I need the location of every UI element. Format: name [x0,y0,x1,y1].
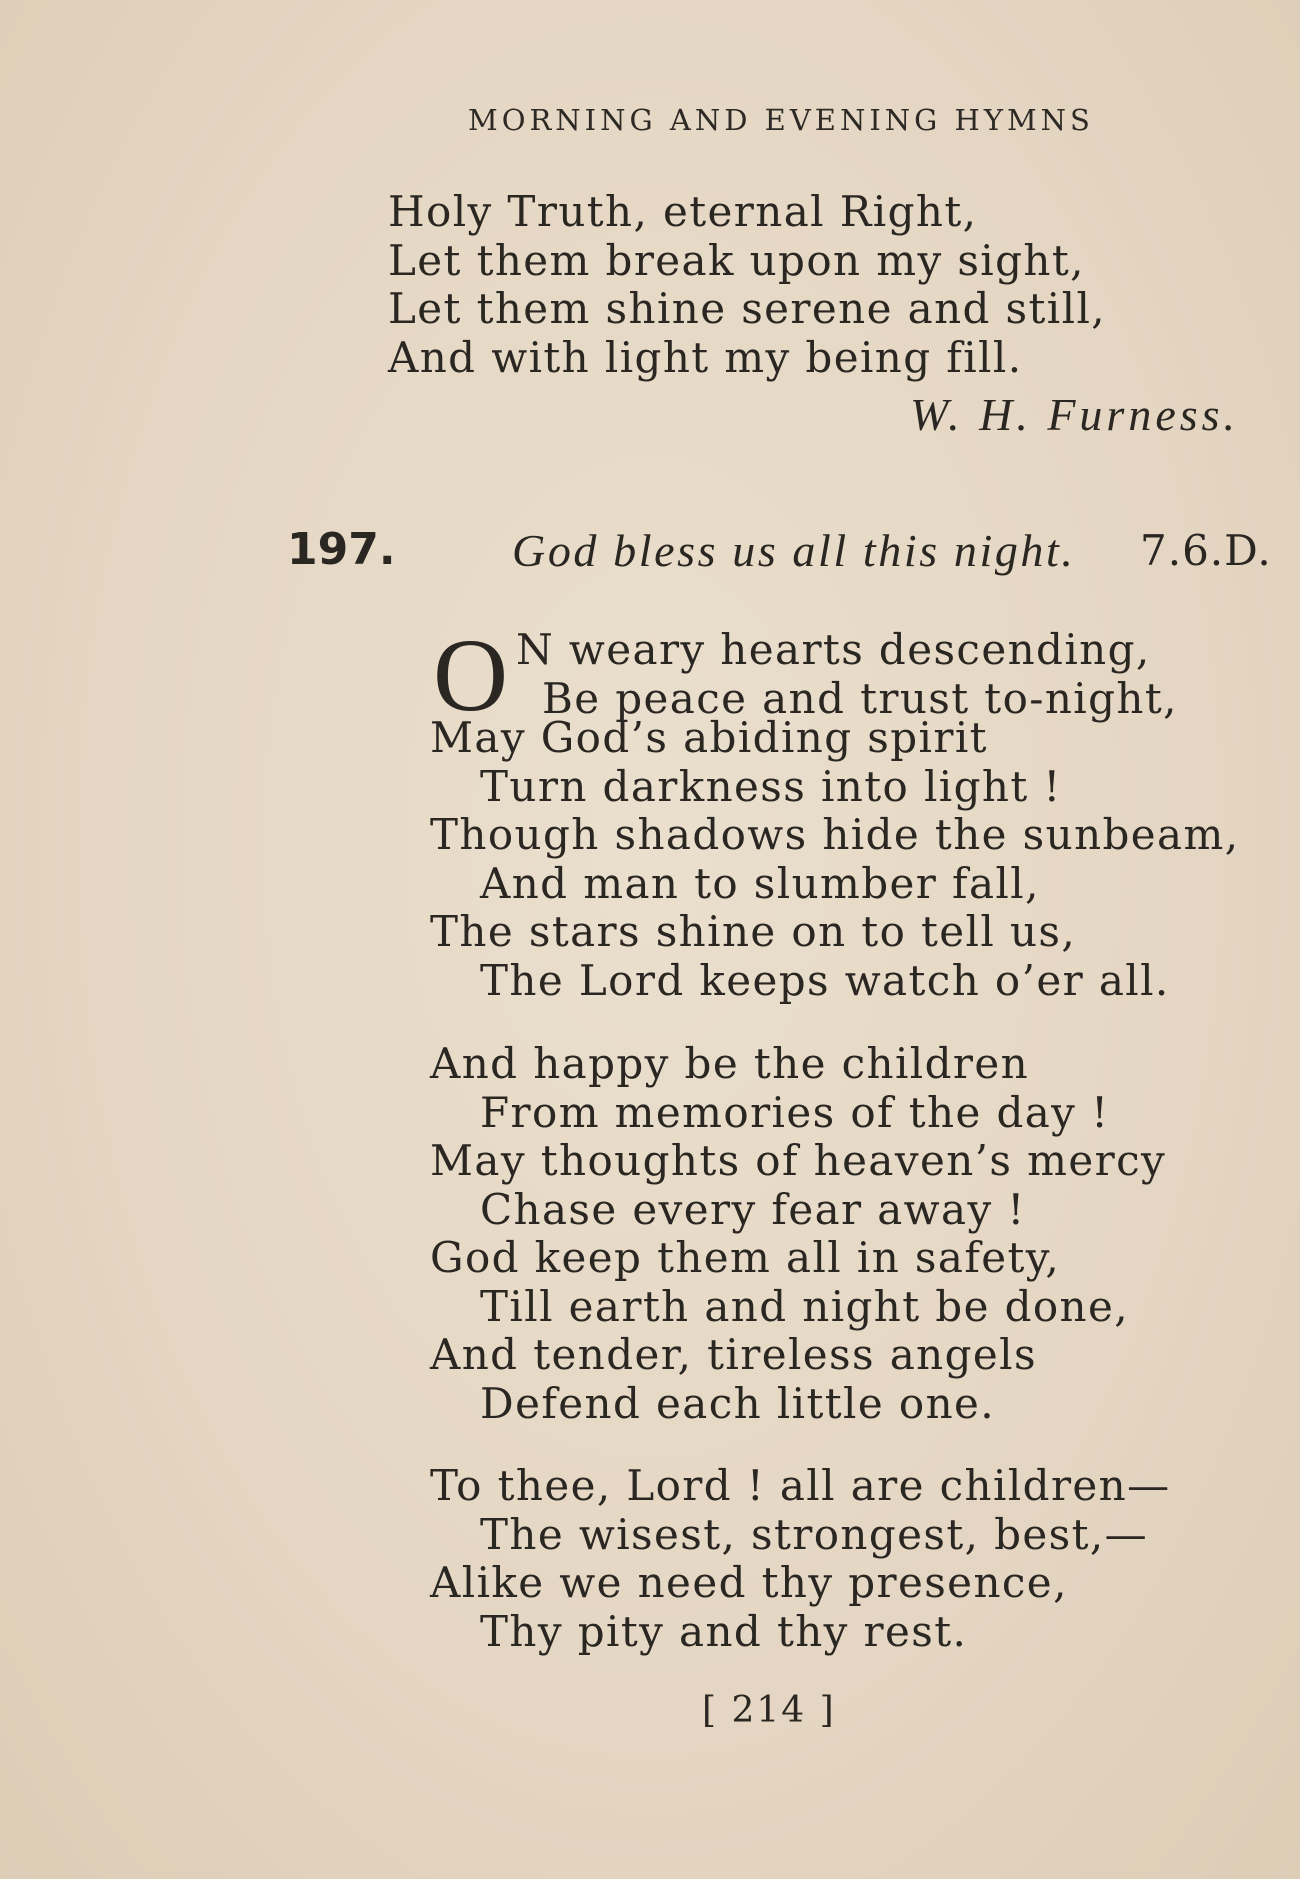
verse-line: And happy be the children [430,1039,1030,1088]
verse-line: The wisest, strongest, best,— [480,1509,1149,1559]
verse-line: God keep them all in safety, [430,1233,1061,1282]
stanza-2 [430,1040,1166,1428]
verse-line: May thoughts of heaven’s mercy [430,1136,1167,1185]
verse-line: To thee, Lord ! all are children— [430,1461,1171,1510]
verse-line: Thy pity and thy rest. [480,1606,968,1656]
verse-line: Defend each little one. [480,1378,996,1428]
verse-line: Let them break upon my sight, [388,235,1085,285]
verse-line: Turn darkness into light ! [480,761,1062,811]
verse-line: May God’s abiding spirit [430,713,988,762]
hymn-title: God bless us all this night. [512,525,1076,576]
verse-line: Alike we need thy presence, [430,1558,1068,1607]
hymn-meter: 7.6.D. [1140,526,1272,575]
verse-line: And tender, tireless angels [430,1330,1037,1379]
verse-line: N weary hearts descending, [516,625,1151,674]
verse-line: The Lord keeps watch o’er all. [480,955,1170,1005]
opening-lines [516,626,1178,723]
previous-hymn-stanza [388,188,1106,382]
verse-line: Holy Truth, eternal Right, [388,187,978,236]
stanza-3 [430,1462,1171,1656]
verse-line: Be peace and trust to-night, [542,673,1178,723]
verse-line: And man to slumber fall, [480,858,1040,908]
verse-line: From memories of the day ! [480,1087,1110,1137]
drop-cap: O [433,618,509,733]
hymn-number: 197. [287,524,396,575]
verse-line: Let them shine serene and still, [388,284,1107,333]
hymn-header [0,524,1300,584]
verse-line: Though shadows hide the sunbeam, [430,810,1240,859]
page-number: [ 214 ] [702,1690,836,1731]
verse-line: Chase every fear away ! [480,1184,1026,1234]
stanza-1 [430,714,1239,1005]
verse-line: And with light my being fill. [388,332,1023,382]
verse-line: The stars shine on to tell us, [430,907,1077,956]
verse-line: Till earth and night be done, [480,1281,1130,1331]
author-attribution: W. H. Furness. [910,389,1240,440]
running-head: MORNING AND EVENING HYMNS [468,103,1094,137]
